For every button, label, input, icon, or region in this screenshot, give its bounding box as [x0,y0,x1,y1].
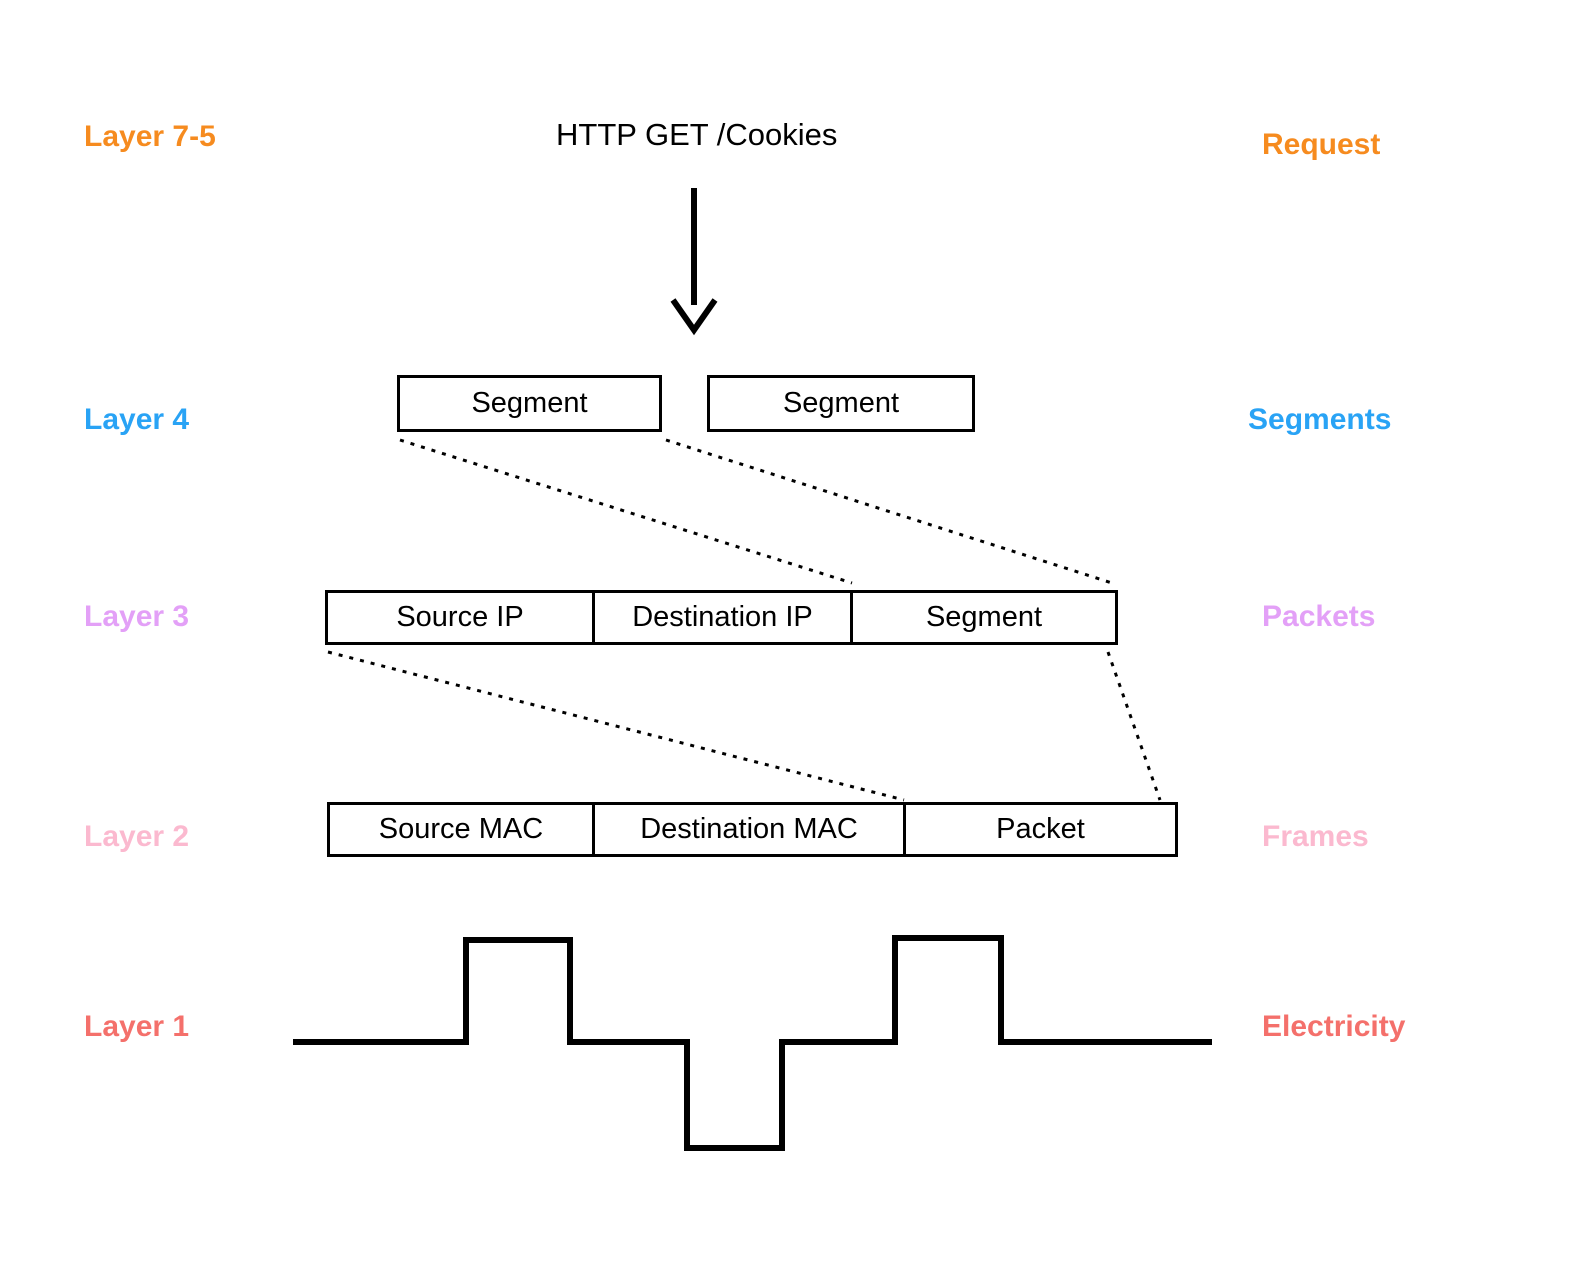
frame-cell-destination-mac-label: Destination MAC [640,813,858,845]
square-wave-signal [293,938,1212,1148]
layer-label-7-5: Layer 7-5 [84,120,216,153]
encapsulation-arrow-down [673,188,715,330]
frame-cell-packet [903,802,1178,857]
packet-cell-segment [850,590,1118,645]
application-data-text: HTTP GET /Cookies [556,117,838,152]
unit-label-electricity: Electricity [1262,1010,1406,1043]
connector-layer3-to-layer2 [328,652,1160,800]
packet-cell-segment-label: Segment [925,601,1043,633]
segment-box-1-label: Segment [471,387,588,419]
layer-label-3: Layer 3 [84,600,190,633]
frame-cell-source-mac [327,802,595,857]
frame-cell-destination-mac [592,802,906,857]
packet-cell-source-ip [325,590,595,645]
connector-layer4-to-layer3 [400,440,1112,583]
unit-label-frames: Frames [1262,820,1369,853]
frame-cell-packet-label: Packet [996,813,1085,845]
unit-label-packets: Packets [1262,600,1376,633]
packet-cell-destination-ip-label: Destination IP [632,601,813,633]
packet-cell-source-ip-label: Source IP [396,601,524,633]
layer-label-2: Layer 2 [84,820,190,853]
unit-label-request: Request [1262,128,1381,161]
layer-label-1: Layer 1 [84,1010,190,1043]
layer-label-4: Layer 4 [84,403,190,436]
frame-cell-source-mac-label: Source MAC [378,813,544,845]
segment-box-2-label: Segment [782,387,900,419]
packet-cell-destination-ip [592,590,853,645]
segment-box-1 [397,375,662,432]
packet-row [325,590,1118,645]
unit-label-segments: Segments [1248,403,1392,436]
frame-row [327,802,1178,857]
segment-box-2 [707,375,975,432]
